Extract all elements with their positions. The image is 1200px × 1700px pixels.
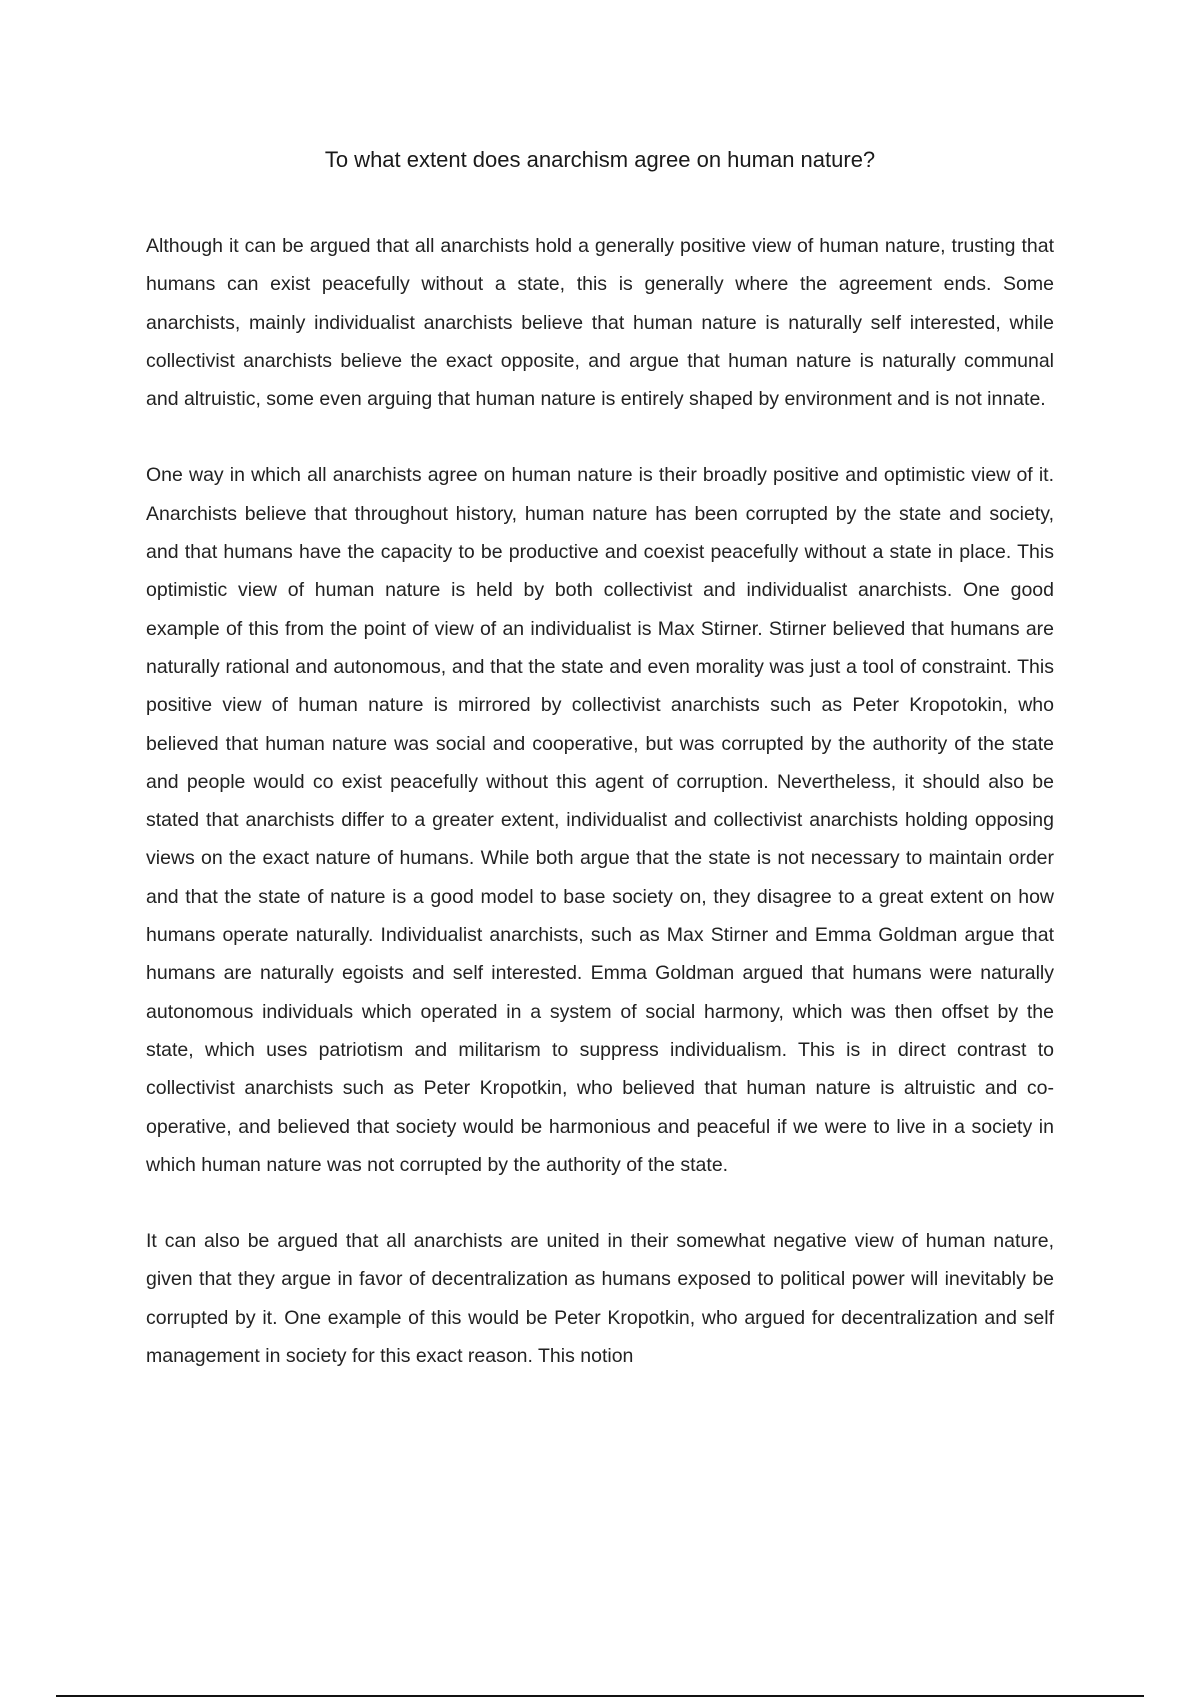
essay-body — [146, 227, 1054, 1413]
essay-title: To what extent does anarchism agree on human nature? — [324, 147, 876, 172]
paragraph-intro: Although it can be argued that all anarchists hold a generally positive view of human nature, trusting that humans can exist peacefully without a state, this is generally where the agreement ends. Some anarchists, mainly individualist anarchists believe that human nature is naturally self interested, while collectivist anarchists believe the exact opposite, and argue that human nature is naturally communal and altruistic, some even arguing that human nature is entirely shaped by environment and is not innate. — [146, 235, 1054, 411]
paragraph-agreement: One way in which all anarchists agree on human nature is their broadly positive and optimistic view of it. Anarchists believe that throughout history, human nature has been corrupted by the state and society, and that humans have the capacity to be productive and coexist peacefully without a state in place. This optimistic view of human nature is held by both collectivist and individualist anarchists. One good example of this from the point of view of an individualist is Max Stirner. Stirner believed that humans are naturally rational and autonomous, and that the state and even morality was just a tool of constraint. This positive view of human nature is mirrored by collectivist anarchists such as Peter Kropotokin, who believed that human nature was social and cooperative, but was corrupted by the authority of the state and people would co exist peacefully without this agent of corruption. Nevertheless, it should also be stated that anarchists differ to a greater extent, individualist and collectivist anarchists holding opposing views on the exact nature of humans. While both argue that the state is not necessary to maintain order and that the state of nature is a good model to base society on, they disagree to a great extent on how humans operate naturally. Individualist anarchists, such as Max Stirner and Emma Goldman argue that humans are naturally egoists and self interested. Emma Goldman argued that humans were naturally autonomous individuals which operated in a system of social harmony, which was then offset by the state, which uses patriotism and militarism to suppress individualism. This is in direct contrast to collectivist anarchists such as Peter Kropotkin, who believed that human nature is altruistic and co-operative, and believed that society would be harmonious and peaceful if we were to live in a society in which human nature was not corrupted by the authority of the state. — [146, 464, 1054, 1176]
paragraph-negative-view: It can also be argued that all anarchists are united in their somewhat negative view of human nature, given that they argue in favor of decentralization as humans exposed to political power will inevitably be corrupted by it. One example of this would be Peter Kropotkin, who argued for decentralization and self management in society for this exact reason. This notion — [146, 1230, 1054, 1368]
footer-divider — [56, 1695, 1144, 1697]
